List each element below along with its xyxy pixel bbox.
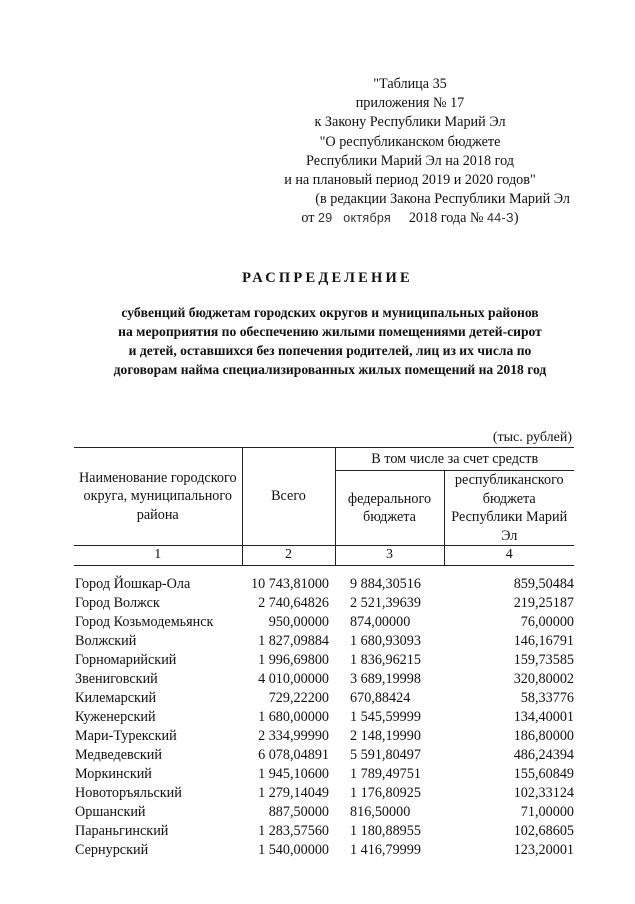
column-number-1: 1 (74, 546, 242, 566)
table-row (74, 651, 574, 670)
header-line-revision-date (250, 209, 570, 228)
column-number-2: 2 (242, 546, 335, 566)
header-line-law: к Закону Республики Марий Эл (314, 114, 506, 131)
row-name: Оршанский (75, 804, 146, 820)
date-month: октября (343, 211, 392, 226)
row-republic: 186,80000 (513, 728, 574, 744)
column-header-federal: федерального бюджета (335, 471, 444, 546)
row-total: 1 996,69800 (258, 652, 329, 668)
distribution-table (74, 447, 574, 860)
table-row (74, 613, 574, 632)
column-number-4: 4 (444, 546, 574, 566)
row-total: 1 680,00000 (258, 709, 329, 725)
header-line-republic-year: Республики Марий Эл на 2018 год (306, 152, 514, 169)
row-federal: 1 545,59999 (350, 709, 421, 725)
row-name: Медведевский (75, 747, 162, 763)
row-name: Мари-Турекский (75, 728, 177, 744)
table-row (74, 594, 574, 613)
row-total: 950,00000 (268, 614, 329, 630)
row-federal: 9 884,30516 (350, 576, 421, 592)
row-name: Моркинский (75, 766, 152, 782)
row-total: 10 743,81000 (250, 576, 329, 592)
date-prefix: от (301, 210, 315, 227)
document-subtitle (60, 303, 600, 379)
row-total: 1 827,09884 (258, 633, 329, 649)
row-federal: 5 591,80497 (350, 747, 421, 763)
row-total: 887,50000 (268, 804, 329, 820)
subtitle-line-1: субвенций бюджетам городских округов и муниципальных районов (121, 305, 539, 320)
date-year-label: 2018 года № (408, 210, 484, 227)
row-name: Сернурский (75, 842, 149, 858)
row-federal: 2 521,39639 (350, 595, 421, 611)
header-line-appendix: приложения № 17 (355, 95, 465, 112)
column-header-group: В том числе за счет средств (335, 448, 574, 471)
header-line-revision: (в редакции Закона Республики Марий Эл (315, 191, 570, 208)
row-name: Город Волжск (75, 595, 160, 611)
table-reference-header (250, 75, 570, 229)
table-row (74, 575, 574, 594)
row-federal: 670,88424 (350, 690, 411, 706)
row-total: 1 283,57560 (258, 823, 329, 839)
document-title: РАСПРЕДЕЛЕНИЕ (242, 270, 413, 286)
column-header-name: Наименование городского округа, муниципального района (74, 448, 242, 546)
row-name: Куженерский (75, 709, 156, 725)
table-row (74, 670, 574, 689)
table-row (74, 784, 574, 803)
table-row (74, 803, 574, 822)
subtitle-line-2: на мероприятия по обеспечению жилыми помещениями детей-сирот (118, 324, 542, 339)
row-total: 6 078,04891 (258, 747, 329, 763)
row-republic: 71,00000 (520, 804, 574, 820)
header-line-planning-period: и на плановый период 2019 и 2020 годов" (284, 172, 536, 189)
row-federal: 1 416,79999 (350, 842, 421, 858)
row-federal: 2 148,19990 (350, 728, 421, 744)
table-body (74, 566, 574, 861)
row-name: Волжский (75, 633, 137, 649)
row-republic: 102,68605 (513, 823, 574, 839)
row-republic: 155,60849 (513, 766, 574, 782)
row-federal: 1 789,49751 (350, 766, 421, 782)
table-row (74, 746, 574, 765)
row-republic: 58,33776 (520, 690, 574, 706)
date-close: ) (513, 210, 519, 227)
row-name: Звениговский (75, 671, 158, 687)
row-federal: 816,50000 (350, 804, 411, 820)
table-row (74, 632, 574, 651)
row-total: 1 540,00000 (258, 842, 329, 858)
table-spacer (74, 566, 574, 576)
table-row (74, 727, 574, 746)
table-row (74, 708, 574, 727)
row-total: 729,22200 (268, 690, 329, 706)
row-total: 1 945,10600 (258, 766, 329, 782)
header-line-budget-title: "О республиканском бюджете (319, 133, 501, 150)
units-label: (тыс. рублей) (492, 430, 572, 445)
row-federal: 1 680,93093 (350, 633, 421, 649)
date-day: 29 (318, 211, 333, 226)
row-republic: 76,00000 (520, 614, 574, 630)
table-row (74, 689, 574, 708)
row-name: Горномарийский (75, 652, 177, 668)
row-republic: 219,25187 (513, 595, 574, 611)
column-header-republic: республиканского бюджета Республики Марий Эл (444, 471, 574, 546)
row-republic: 486,24394 (513, 747, 574, 763)
row-republic: 146,16791 (513, 633, 574, 649)
row-federal: 1 836,96215 (350, 652, 421, 668)
row-federal: 1 176,80925 (350, 785, 421, 801)
row-total: 2 334,99990 (258, 728, 329, 744)
header-line-table-number: "Таблица 35 (373, 76, 447, 92)
row-federal: 1 180,88955 (350, 823, 421, 839)
table-row (74, 765, 574, 784)
row-republic: 123,20001 (513, 842, 574, 858)
row-name: Параньгинский (75, 823, 169, 839)
subtitle-line-4: договорам найма специализированных жилых помещений на 2018 год (113, 362, 547, 377)
row-total: 4 010,00000 (258, 671, 329, 687)
row-republic: 159,73585 (513, 652, 574, 668)
row-name: Город Йошкар-Ола (75, 576, 191, 592)
row-federal: 874,00000 (350, 614, 411, 630)
row-republic: 134,40001 (513, 709, 574, 725)
row-name: Новоторъяльский (75, 785, 182, 801)
column-header-total: Всего (242, 448, 335, 546)
row-total: 2 740,64826 (258, 595, 329, 611)
law-number: 44-З (487, 211, 514, 226)
row-republic: 102,33124 (513, 785, 574, 801)
row-republic: 320,80002 (513, 671, 574, 687)
table-row (74, 841, 574, 860)
column-number-3: 3 (335, 546, 444, 566)
subtitle-line-3: и детей, оставшихся без попечения родителей, лиц из их числа по (128, 343, 532, 358)
row-federal: 3 689,19998 (350, 671, 421, 687)
table-row (74, 822, 574, 841)
row-name: Килемарский (75, 690, 157, 706)
row-total: 1 279,14049 (258, 785, 329, 801)
row-name: Город Козьмодемьянск (75, 614, 214, 630)
row-republic: 859,50484 (513, 576, 574, 592)
